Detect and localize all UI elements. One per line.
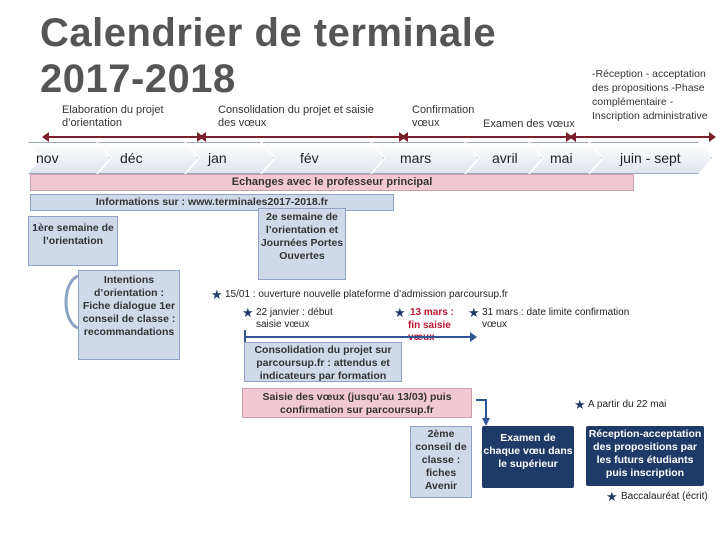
reception-box: Réception-acceptation des propositions par les futurs étudiants puis inscription: [586, 426, 704, 486]
month-jan: jan: [208, 150, 227, 166]
exchanges-bar: Echanges avec le professeur principal: [30, 174, 634, 191]
month-fev: fév: [300, 150, 319, 166]
second-orientation-week: 2e semaine de l’orientation et Journées Portes Ouvertes: [258, 208, 346, 280]
event-end-wishes: fin saisie: [408, 320, 451, 331]
page-title: Calendrier de terminale 2017-2018: [40, 11, 497, 101]
informations-bar: Informations sur : www.terminales2017-2018.fr: [30, 194, 394, 211]
month-juin-sept: juin - sept: [620, 150, 681, 166]
phase-arrow-final: [575, 136, 710, 138]
second-class-council: 2ème conseil de classe : fiches Avenir: [410, 426, 472, 498]
chevron-jan: [186, 142, 274, 174]
star-icon: ★: [242, 305, 254, 320]
phase-arrow-elaboration: [48, 136, 198, 138]
event-start-wishes: 22 janvier : début saisie vœux: [256, 307, 333, 330]
first-orientation-week: 1ère semaine de l’orientation: [28, 216, 118, 266]
star-icon: ★: [574, 397, 586, 412]
event-22-mai: A partir du 22 mai: [588, 399, 667, 410]
saisie-period-line: [244, 336, 472, 338]
event-bac: Baccalauréat (écrit): [621, 491, 708, 502]
month-avril: avril: [492, 150, 518, 166]
star-icon: ★: [211, 287, 223, 302]
chevron-dec: [98, 142, 198, 174]
bracket-arrow-icon: [474, 398, 494, 428]
event-platform-opening: 15/01 : ouverture nouvelle plateforme d’admission parcoursup.fr: [225, 289, 508, 300]
chevron-fev: [262, 142, 384, 174]
month-mai: mai: [550, 150, 573, 166]
phase-consolidation: Consolidation du projet et saisie des vœux: [218, 104, 374, 129]
month-dec: déc: [120, 150, 143, 166]
examen-box: Examen de chaque vœu dans le supérieur: [482, 426, 574, 488]
curved-arrow-icon: [58, 272, 82, 332]
star-icon: ★: [394, 305, 406, 320]
event-13mars-date: 13 mars :: [410, 307, 454, 318]
intentions-box: Intentions d’orientation : Fiche dialogue 1er conseil de classe : recommandations: [78, 270, 180, 360]
star-icon: ★: [468, 305, 480, 320]
top-right-notes: -Réception - acceptation des propositions -Phase complémentaire -Inscription administrative: [592, 68, 708, 122]
star-icon: ★: [606, 489, 618, 504]
month-mars: mars: [400, 150, 432, 166]
phase-confirmation: Confirmation vœux: [412, 104, 475, 129]
phase-examen: Examen des vœux: [483, 118, 575, 130]
saisie-box: Saisie des vœux (jusqu’au 13/03) puis confirmation sur parcoursup.fr: [242, 388, 472, 418]
phase-arrow-consolidation: [205, 136, 400, 138]
phase-arrow-confirmation: [407, 136, 567, 138]
month-nov: nov: [36, 150, 59, 166]
month-timeline: [28, 142, 712, 174]
event-confirmation-deadline: 31 mars : date limite confirmation vœux: [482, 307, 630, 330]
phase-elaboration: Elaboration du projet d’orientation: [62, 104, 164, 129]
consolidation-parcoursup-box: Consolidation du projet sur parcoursup.fr : attendus et indicateurs par formation: [244, 342, 402, 382]
